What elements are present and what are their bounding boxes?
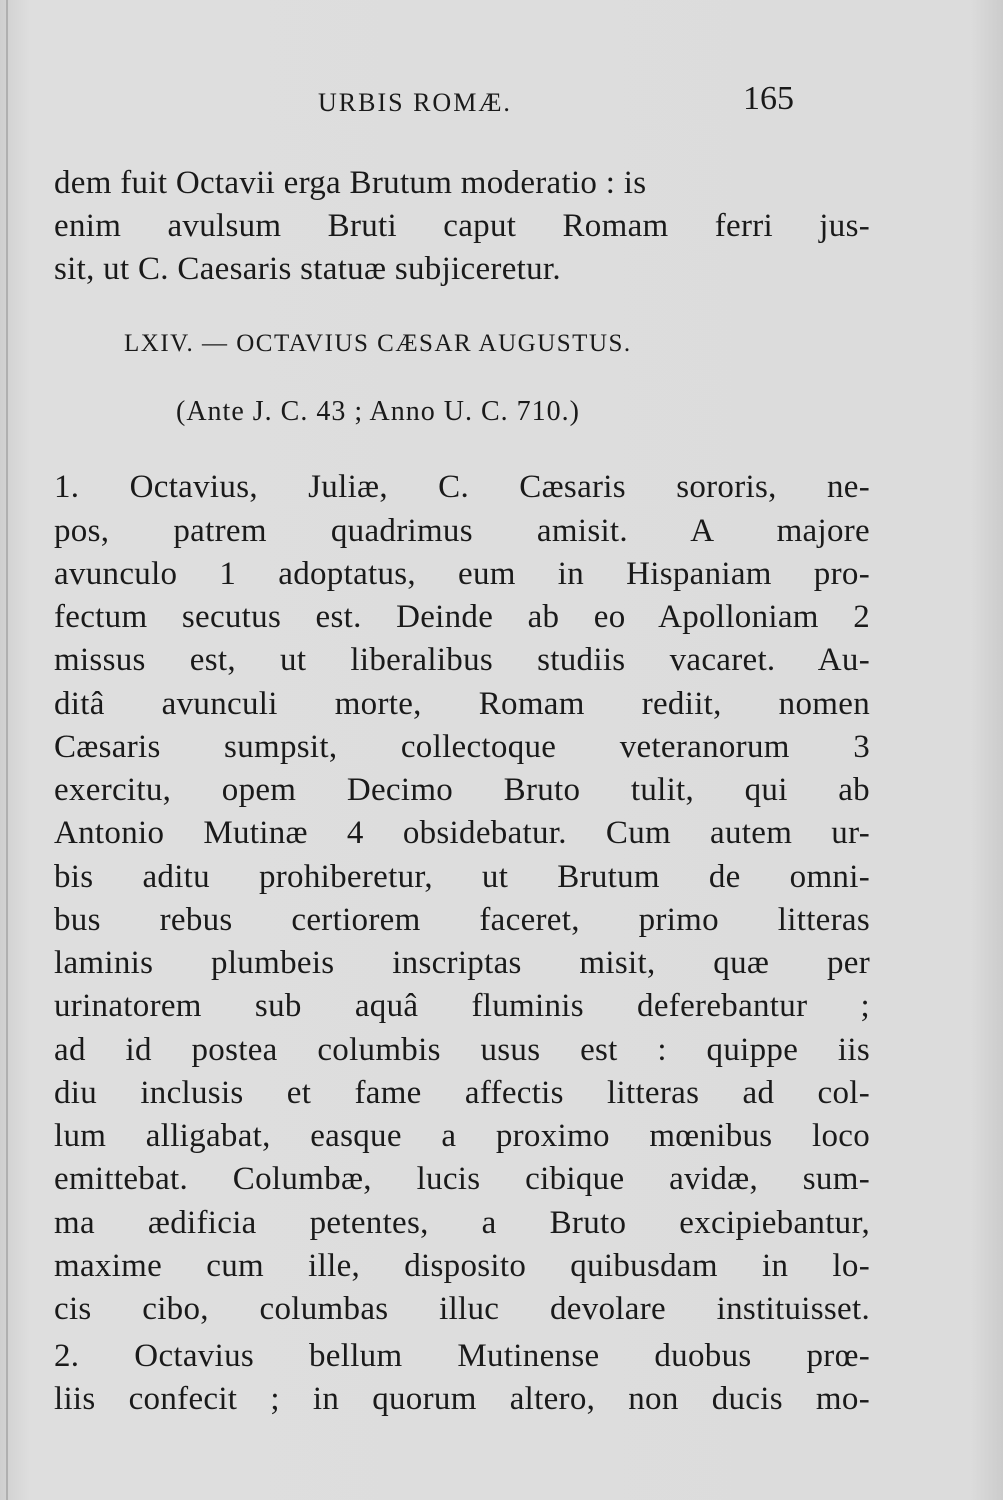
text-line: ad id postea columbis usus est : quippe iis xyxy=(54,1032,870,1068)
text-line: enim avulsum Bruti caput Romam ferri jus- xyxy=(54,208,870,244)
text-line: laminis plumbeis inscriptas misit, quæ per xyxy=(54,945,870,981)
running-head: URBIS ROMÆ. xyxy=(318,88,512,117)
text-line: 1. Octavius, Juliæ, C. Cæsaris sororis, ne- xyxy=(54,469,870,505)
text-line: bus rebus certiorem faceret, primo litteras xyxy=(54,902,870,938)
text-line: ditâ avunculi morte, Romam rediit, nomen xyxy=(54,686,870,722)
text-line: ma ædificia petentes, a Bruto excipiebantur, xyxy=(54,1205,870,1241)
text-line: liis confecit ; in quorum altero, non ducis mo- xyxy=(54,1381,870,1417)
page-spine-edge xyxy=(6,0,8,1500)
chapter-heading: LXIV. — OCTAVIUS CÆSAR AUGUSTUS. xyxy=(124,330,632,357)
text-line: Cæsaris sumpsit, collectoque veteranorum 3 xyxy=(54,729,870,765)
text-line: pos, patrem quadrimus amisit. A majore xyxy=(54,513,870,549)
text-line: 2. Octavius bellum Mutinense duobus prœ- xyxy=(54,1338,870,1374)
text-line: dem fuit Octavii erga Brutum moderatio : is xyxy=(54,165,647,201)
page-number: 165 xyxy=(743,80,794,117)
text-line: missus est, ut liberalibus studiis vacaret. Au- xyxy=(54,642,870,678)
text-line: sit, ut C. Caesaris statuæ subjiceretur. xyxy=(54,251,561,287)
text-line: cis cibo, columbas illuc devolare instituisset. xyxy=(54,1291,870,1327)
text-line: emittebat. Columbæ, lucis cibique avidæ, sum- xyxy=(54,1161,870,1197)
text-line: Antonio Mutinæ 4 obsidebatur. Cum autem ur- xyxy=(54,815,870,851)
text-line: urinatorem sub aquâ fluminis deferebantur ; xyxy=(54,988,870,1024)
text-line: lum alligabat, easque a proximo mœnibus loco xyxy=(54,1118,870,1154)
text-line: exercitu, opem Decimo Bruto tulit, qui ab xyxy=(54,772,870,808)
text-line: fectum secutus est. Deinde ab eo Apolloniam 2 xyxy=(54,599,870,635)
chapter-date: (Ante J. C. 43 ; Anno U. C. 710.) xyxy=(176,396,580,427)
text-line: bis aditu prohiberetur, ut Brutum de omni- xyxy=(54,859,870,895)
text-line: diu inclusis et fame affectis litteras ad col- xyxy=(54,1075,870,1111)
text-line: maxime cum ille, disposito quibusdam in lo- xyxy=(54,1248,870,1284)
text-line: avunculo 1 adoptatus, eum in Hispaniam pro- xyxy=(54,556,870,592)
